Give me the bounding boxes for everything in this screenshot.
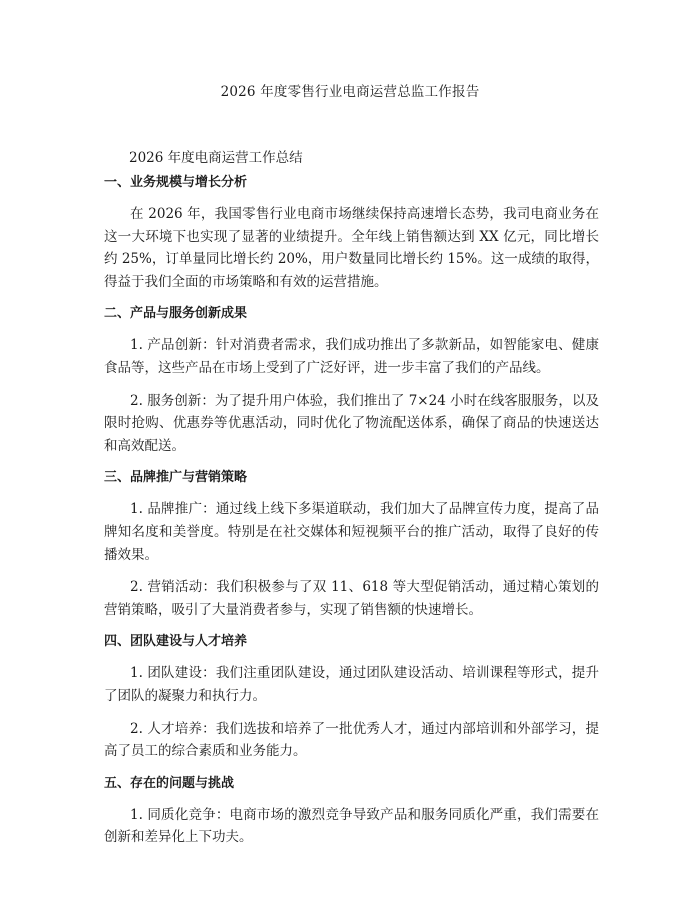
document-title: 2026 年度零售行业电商运营总监工作报告	[220, 84, 480, 100]
paragraph: 1. 品牌推广：通过线上线下多渠道联动，我们加大了品牌宣传力度，提高了品牌知名度和美誉度。特别是在社交媒体和短视频平台的推广活动，取得了良好的传播效果。	[104, 501, 599, 563]
section-brand-marketing	[104, 467, 599, 621]
section-heading: 四、团队建设与人才培养	[104, 634, 248, 650]
paragraph: 2. 服务创新：为了提升用户体验，我们推出了 7×24 小时在线客服服务，以及限时抢购、优惠券等优惠活动，同时优化了物流配送体系，确保了商品的快速送达和高效配送。	[104, 392, 599, 454]
paragraph: 1. 产品创新：针对消费者需求，我们成功推出了多款新品，如智能家电、健康食品等，这些产品在市场上受到了广泛好评，进一步丰富了我们的产品线。	[104, 337, 599, 376]
section-heading: 五、存在的问题与挑战	[104, 775, 235, 791]
paragraph: 2. 营销活动：我们积极参与了双 11、618 等大型促销活动，通过精心策划的营销策略，吸引了大量消费者参与，实现了销售额的快速增长。	[104, 579, 599, 618]
section-team-talent	[104, 631, 599, 762]
paragraph: 1. 团队建设：我们注重团队建设，通过团队建设活动、培训课程等形式，提升了团队的凝聚力和执行力。	[104, 665, 599, 704]
document-subtitle: 2026 年度电商运营工作总结	[129, 150, 303, 166]
paragraph: 在 2026 年，我国零售行业电商市场继续保持高速增长态势，我司电商业务在这一大环境下也实现了显著的业绩提升。全年线上销售额达到 XX 亿元，同比增长约 25%，订单量同比增长约 20%，用户数量同比增长约 15%。这一成绩的取得，得益于我们全面的市场策略和有效的运营措施。	[104, 206, 599, 290]
paragraph: 2. 人才培养：我们选拔和培养了一批优秀人才，通过内部培训和外部学习，提高了员工的综合素质和业务能力。	[104, 720, 599, 760]
section-heading: 三、品牌推广与营销策略	[104, 470, 248, 486]
section-product-service	[104, 303, 599, 457]
section-heading: 二、产品与服务创新成果	[104, 306, 248, 322]
paragraph: 1. 同质化竞争：电商市场的激烈竞争导致产品和服务同质化严重，我们需要在创新和差异化上下功夫。	[104, 806, 599, 846]
section-heading: 一、业务规模与增长分析	[104, 175, 248, 190]
section-problems-challenges	[104, 773, 599, 849]
document-body	[104, 172, 599, 859]
section-business-scale	[104, 172, 599, 293]
